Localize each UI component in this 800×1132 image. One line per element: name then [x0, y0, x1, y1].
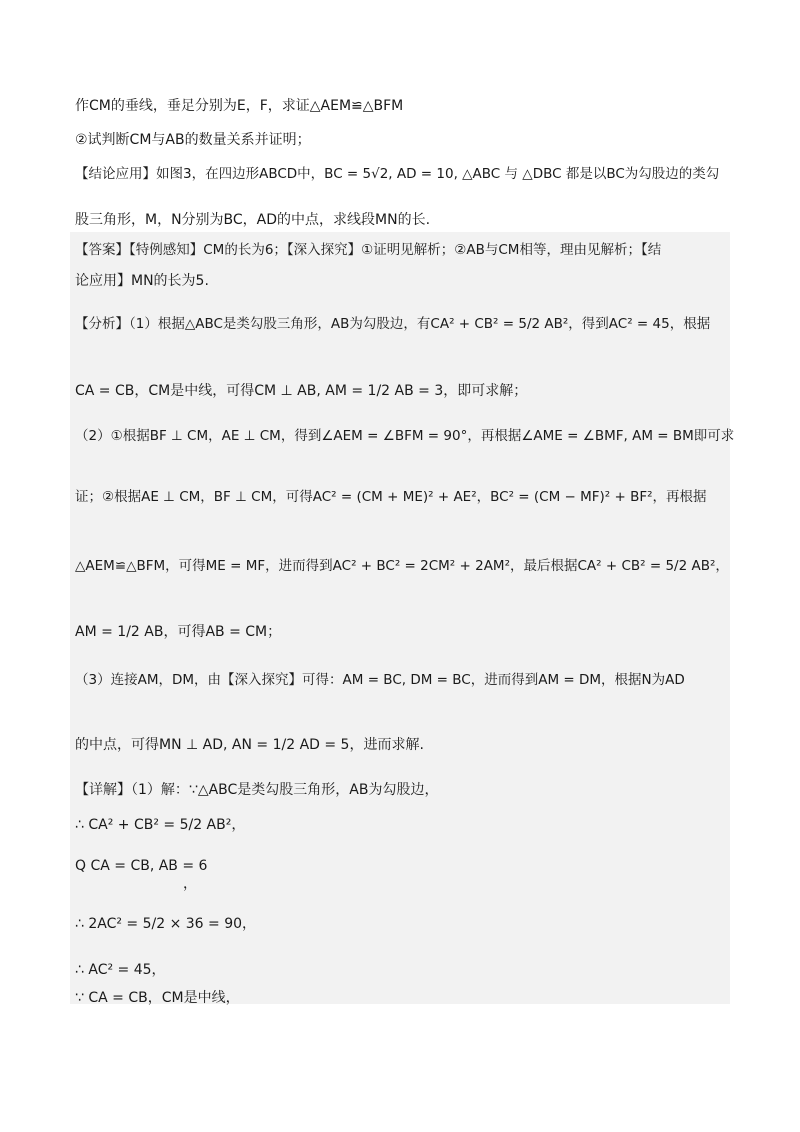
problem-line-3: 【结论应用】如图3，在四边形ABCD中，BC = 5√2, AD = 10, △ABC 与 △DBC 都是以BC为勾股边的类勾: [75, 166, 720, 182]
detail-line-1: 【详解】（1）解：∵△ABC是类勾股三角形，AB为勾股边，: [75, 782, 439, 798]
problem-line-4: 股三角形，M，N分别为BC，AD的中点，求线段MN的长.: [75, 212, 431, 228]
analysis-line-3: （2）①根据BF ⊥ CM，AE ⊥ CM，得到∠AEM = ∠BFM = 90°，再根据∠AME = ∠BMF, AM = BM即可求: [75, 428, 735, 444]
detail-line-2: ∴ CA² + CB² = 5/2 AB²，: [75, 817, 246, 833]
answer-line-1: 【答案】【特例感知】CM的长为6；【深入探究】①证明见解析；②AB与CM相等，理由见解析；【结: [75, 242, 662, 258]
detail-line-4: ∴ 2AC² = 5/2 × 36 = 90，: [75, 916, 257, 932]
problem-line-1: 作CM的垂线，垂足分别为E，F，求证△AEM≌△BFM: [75, 98, 404, 114]
detail-line-5: ∴ AC² = 45，: [75, 962, 166, 978]
analysis-line-6: AM = 1/2 AB，可得AB = CM；: [75, 624, 282, 640]
analysis-line-1: 【分析】（1）根据△ABC是类勾股三角形，AB为勾股边，有CA² + CB² = 5/2 AB²，得到AC² = 45，根据: [75, 316, 711, 332]
analysis-line-4: 证；②根据AE ⊥ CM，BF ⊥ CM，可得AC² = (CM + ME)² + AE²，BC² = (CM − MF)² + BF²，再根据: [75, 489, 707, 505]
detail-line-3: Q CA = CB, AB = 6: [75, 858, 208, 874]
analysis-line-5: △AEM≌△BFM，可得ME = MF，进而得到AC² + BC² = 2CM² + 2AM²，最后根据CA² + CB² = 5/2 AB²，: [75, 558, 729, 574]
analysis-line-2: CA = CB，CM是中线，可得CM ⊥ AB, AM = 1/2 AB = 3，即可求解；: [75, 383, 528, 399]
problem-line-2: ②试判断CM与AB的数量关系并证明；: [75, 132, 311, 148]
analysis-line-8: 的中点，可得MN ⊥ AD, AN = 1/2 AD = 5，进而求解.: [75, 737, 424, 753]
detail-line-3-comma: ，: [183, 876, 197, 892]
answer-background-panel: [70, 232, 730, 1004]
detail-line-6: ∵ CA = CB，CM是中线，: [75, 990, 240, 1006]
answer-line-2: 论应用】MN的长为5.: [75, 273, 209, 289]
analysis-line-7: （3）连接AM，DM，由【深入探究】可得：AM = BC, DM = BC，进而得到AM = DM，根据N为AD: [75, 672, 685, 688]
